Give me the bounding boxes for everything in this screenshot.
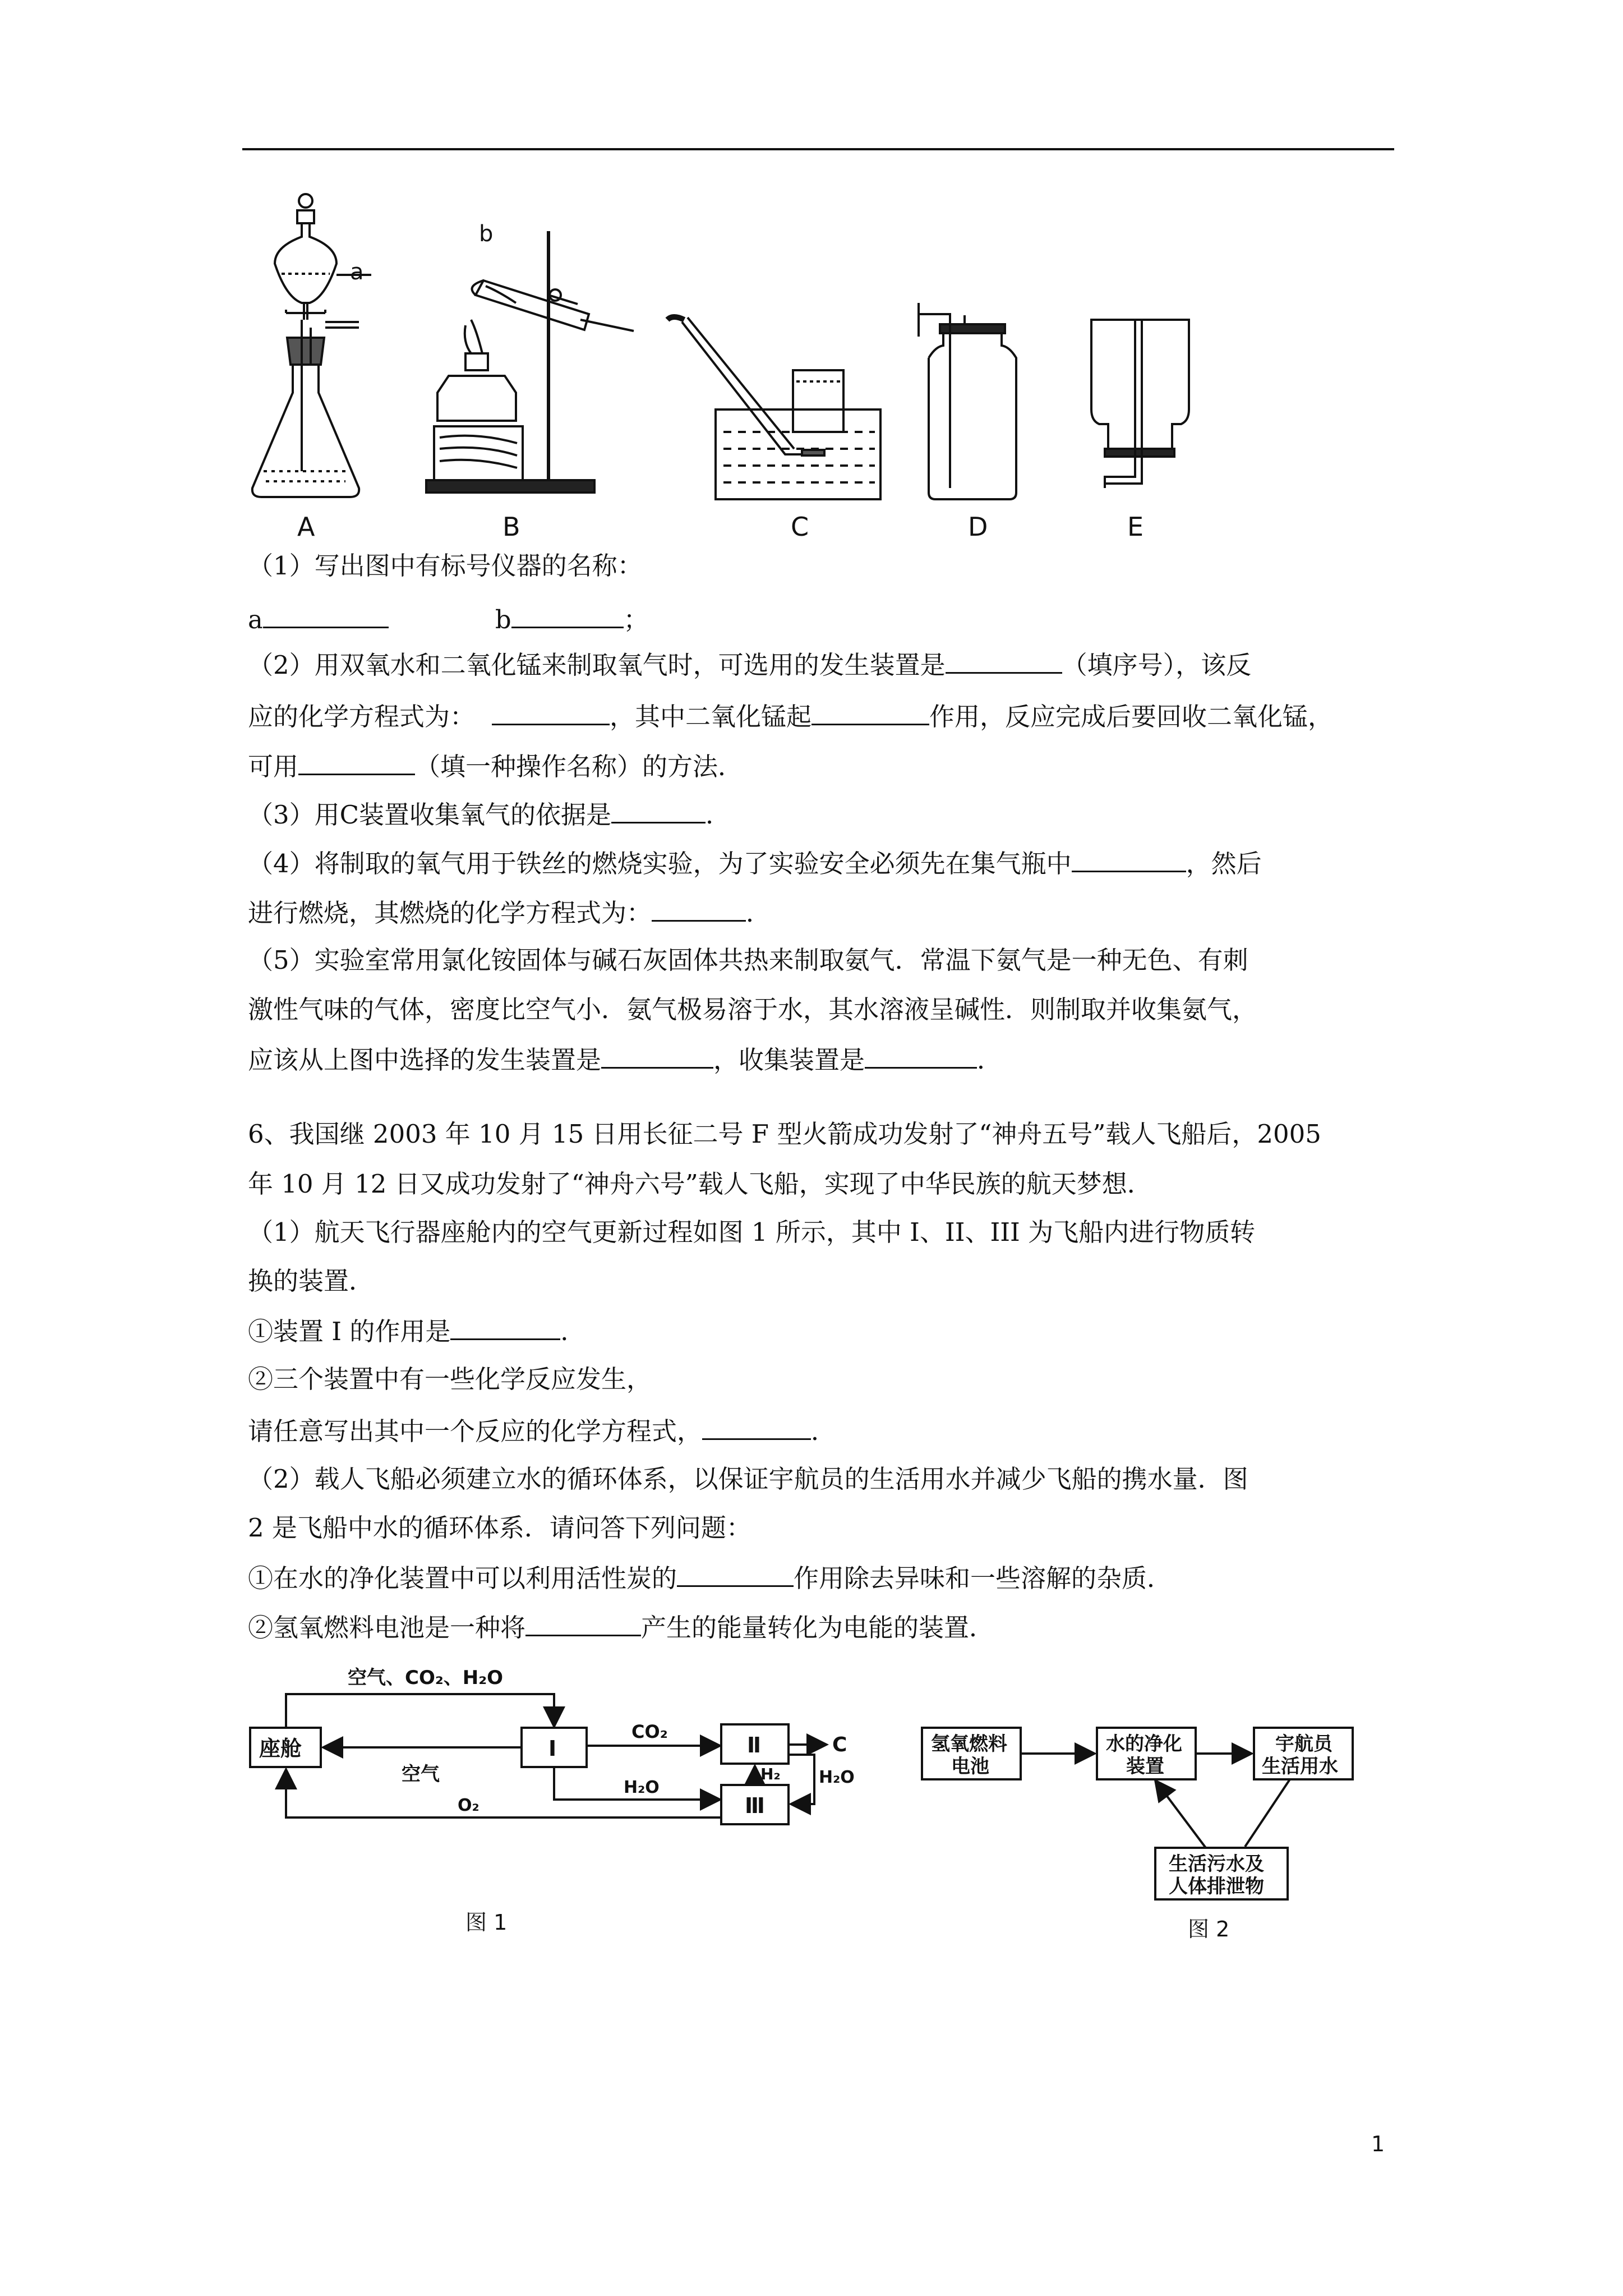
q6-sub1	[248, 1314, 585, 1348]
apparatus-mark-b: b	[479, 221, 494, 247]
answer-blank-role[interactable]	[811, 699, 929, 725]
q6-part2-line1	[248, 1463, 1248, 1496]
text: ．	[706, 800, 731, 830]
q5-part4-line1	[248, 846, 1262, 880]
fig1-h2o-mid-label: H₂O	[624, 1778, 660, 1797]
apparatus-label-e: E	[1127, 512, 1144, 542]
answer-blank-iron-equation[interactable]	[652, 895, 746, 922]
fig2-fuelcell-line1: 氢氧燃料	[931, 1733, 1007, 1755]
text: ②氢氧燃料电池是一种将	[248, 1613, 526, 1642]
q5-part5-line2	[248, 993, 1257, 1026]
text: （2）用双氧水和二氧化锰来制取氧气时，可选用的发生装置是	[248, 650, 946, 680]
apparatus-label-b: B	[502, 512, 520, 542]
text: （5）实验室常用氯化铵固体与碱石灰固体共热来制取氨气．常温下氨气是一种无色、有刺	[248, 945, 1248, 975]
fig2-astronaut-line2: 生活用水	[1262, 1755, 1338, 1778]
q6-sub3	[248, 1414, 836, 1448]
fig2-waste-line1: 生活污水及	[1169, 1853, 1264, 1875]
q5-part1-answers	[248, 602, 649, 636]
apparatus-b	[426, 231, 634, 493]
label-b: b	[495, 605, 511, 634]
fig1-air-label: 空气	[402, 1763, 440, 1786]
q5-part2-line2	[248, 699, 1333, 733]
apparatus-e	[1091, 320, 1189, 488]
fig2-astronaut-line1: 宇航员	[1275, 1733, 1332, 1755]
q5-part2-line1	[248, 647, 1251, 682]
text: ①装置 I 的作用是	[248, 1317, 451, 1346]
fig2-purify-line1: 水的净化	[1106, 1733, 1182, 1755]
text: （1）航天飞行器座舱内的空气更新过程如图 1 所示，其中 I、II、III 为飞船内进行物质转	[248, 1217, 1256, 1247]
text: ，然后	[1186, 849, 1262, 878]
text: 6、我国继 2003 年 10 月 15 日用长征二号 F 型火箭成功发射了“神舟五号”载人飞船后，2005	[248, 1119, 1321, 1149]
text: 作用，反应完成后要回收二氧化锰，	[929, 702, 1334, 731]
q6-intro-line1	[248, 1118, 1321, 1151]
text: （填一种操作名称）的方法．	[415, 752, 744, 781]
answer-blank-a[interactable]	[263, 602, 389, 628]
apparatus-label-d: D	[968, 512, 988, 542]
fig1-h2-label: H₂	[760, 1765, 781, 1783]
text: 可用	[248, 752, 299, 781]
label-a: a	[248, 605, 263, 634]
text: 换的装置．	[248, 1266, 375, 1296]
q6-intro-line2	[248, 1168, 1152, 1200]
text: ，其中二氧化锰起	[610, 702, 812, 731]
text: 请任意写出其中一个反应的化学方程式，	[248, 1416, 703, 1446]
figure-1-caption: 图 1	[465, 1910, 508, 1935]
text: 进行燃烧，其燃烧的化学方程式为：	[248, 898, 652, 928]
text: 应该从上图中选择的发生装置是	[248, 1045, 602, 1075]
fig1-device1-label: I	[548, 1736, 557, 1761]
apparatus-label-a: A	[297, 512, 315, 542]
q5-part4-line2	[248, 895, 771, 930]
text: 应的化学方程式为：	[248, 702, 476, 731]
text: 作用除去异味和一些溶解的杂质．	[794, 1563, 1173, 1593]
apparatus-figure	[241, 185, 1239, 555]
text: （2）载人飞船必须建立水的循环体系，以保证宇航员的生活用水并减少飞船的携水量．图	[248, 1464, 1248, 1494]
text: ．	[811, 1416, 837, 1446]
answer-blank-device[interactable]	[946, 647, 1062, 674]
header-rule	[242, 148, 1394, 150]
fig2-waste-line2: 人体排泄物	[1169, 1875, 1264, 1898]
semicolon: ；	[623, 605, 649, 634]
answer-blank-operation[interactable]	[298, 749, 415, 775]
fig1-h2o-right-label: H₂O	[819, 1768, 855, 1787]
text: 年 10 月 12 日又成功发射了“神舟六号”载人飞船，实现了中华民族的航天梦想．	[248, 1169, 1152, 1199]
fig1-top-label: 空气、CO₂、H₂O	[348, 1667, 503, 1689]
q6-sub5	[248, 1610, 994, 1644]
q6-part1-line1	[248, 1216, 1255, 1249]
apparatus-mark-a: a	[350, 259, 364, 285]
text: ②三个装置中有一些化学反应发生，	[248, 1364, 652, 1394]
figure-2-water-cycle	[920, 1722, 1380, 1924]
text: ①在水的净化装置中可以利用活性炭的	[248, 1563, 677, 1593]
text: （3）用C装置收集氧气的依据是	[248, 800, 612, 830]
apparatus-a	[252, 194, 371, 497]
q5-part3	[248, 797, 731, 831]
q5-part5-line3	[248, 1042, 1002, 1076]
text: 激性气味的气体，密度比空气小．氨气极易溶于水，其水溶液呈碱性．则制取并收集氨气，	[248, 995, 1258, 1024]
answer-blank-b[interactable]	[511, 602, 624, 628]
text: ，收集装置是	[713, 1045, 865, 1075]
answer-blank-device1-role[interactable]	[450, 1314, 560, 1340]
text: 产生的能量转化为电能的装置．	[641, 1613, 995, 1642]
text: 2 是飞船中水的循环体系．请问答下列问题：	[248, 1513, 751, 1543]
answer-blank-basis[interactable]	[611, 797, 706, 823]
figure-2-caption: 图 2	[1188, 1917, 1230, 1941]
apparatus-d	[919, 303, 1016, 499]
q5-part1	[248, 550, 643, 582]
fig1-device2-label: Ⅱ	[747, 1733, 762, 1757]
text: ．	[977, 1045, 1003, 1075]
answer-blank-safety[interactable]	[1072, 846, 1186, 872]
answer-blank-nh3-generator[interactable]	[601, 1042, 713, 1069]
apparatus-c	[667, 317, 880, 499]
figure-1-air-cycle	[247, 1660, 892, 1846]
answer-blank-carbon-role[interactable]	[677, 1561, 794, 1587]
text: （填序号），该反	[1062, 650, 1252, 680]
fig1-c-label: C	[832, 1733, 847, 1756]
answer-blank-equation[interactable]	[492, 699, 610, 725]
q5-part5-line1	[248, 944, 1248, 977]
fig2-fuelcell-line2: 电池	[951, 1755, 989, 1778]
text: ．	[560, 1317, 586, 1346]
q5-part2-line3	[248, 749, 743, 783]
q6-part2-line2	[248, 1512, 751, 1544]
answer-blank-energy-source[interactable]	[525, 1610, 641, 1636]
text: ．	[746, 898, 772, 928]
apparatus-label-c: C	[791, 512, 809, 542]
q6-part1-line2	[248, 1265, 374, 1297]
text: （4）将制取的氧气用于铁丝的燃烧实验，为了实验安全必须先在集气瓶中	[248, 849, 1072, 878]
fig2-purify-line2: 装置	[1126, 1755, 1164, 1778]
fig1-co2-label: CO₂	[631, 1721, 668, 1742]
fig1-o2-label: O₂	[458, 1796, 479, 1815]
fig1-device3-label: Ⅲ	[745, 1793, 765, 1818]
answer-blank-nh3-collector[interactable]	[865, 1042, 977, 1069]
q6-sub4	[248, 1561, 1172, 1595]
answer-blank-reaction[interactable]	[702, 1414, 811, 1440]
q5-part1-text: （1）写出图中有标号仪器的名称：	[248, 551, 643, 581]
page-number: 1	[1371, 2132, 1385, 2156]
fig1-cabin-label: 座舱	[259, 1736, 302, 1761]
q6-sub2	[248, 1363, 652, 1396]
